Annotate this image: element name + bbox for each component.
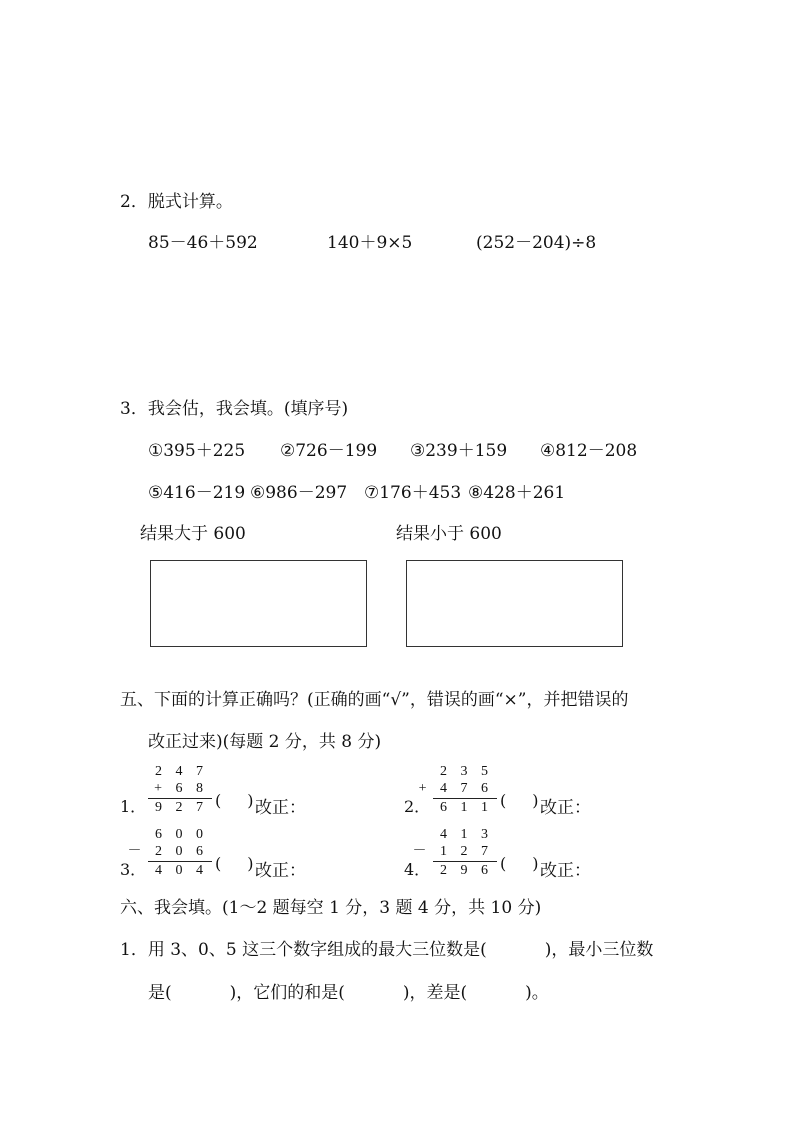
q3-option-3: ③239＋159 <box>410 441 508 461</box>
problem-4-rule <box>433 861 497 862</box>
q3-option-5: ⑤416－219 <box>148 483 246 503</box>
paren-close: ) <box>247 854 254 873</box>
section6-q1-line2-text-b: )，它们的和是( <box>229 983 345 1003</box>
problem-3-bottom: － 2 0 6 <box>127 844 208 859</box>
paren-open: ( <box>215 854 222 873</box>
problem-3-top: 6 0 0 <box>155 827 208 842</box>
problem-1-correction-label: 改正： <box>255 798 306 818</box>
problem-3-result: 4 0 4 <box>155 863 208 878</box>
problem-1-bottom: + 6 8 <box>154 781 208 796</box>
section6-q1-line2-text-a: 是( <box>148 983 172 1003</box>
paren-close: ) <box>532 854 539 873</box>
problem-4-correction-label: 改正： <box>540 861 591 881</box>
answer-box-greater[interactable] <box>150 560 367 647</box>
paren-close: ) <box>247 791 254 810</box>
problem-3-rule <box>148 861 212 862</box>
q3-option-2: ②726－199 <box>280 441 378 461</box>
problem-2-number: 2． <box>404 797 431 816</box>
problem-1-result: 9 2 7 <box>155 800 208 815</box>
q3-option-8: ⑧428＋261 <box>468 483 566 503</box>
q2-expression-2: 140＋9×5 <box>327 233 413 253</box>
answer-box-less[interactable] <box>406 560 623 647</box>
section6-q1-line2-text-c: )，差是( <box>402 983 468 1003</box>
problem-4-result: 2 9 6 <box>440 863 493 878</box>
problem-3-correction-label: 改正： <box>255 861 306 881</box>
q2-title: 2．脱式计算。 <box>120 192 233 212</box>
problem-2-answer-paren[interactable] <box>500 791 539 811</box>
problem-1-number: 1． <box>120 797 147 816</box>
problem-4-answer-paren[interactable] <box>500 854 539 874</box>
problem-1-rule <box>148 798 212 799</box>
paren-open: ( <box>500 854 507 873</box>
problem-4-top: 4 1 3 <box>440 827 493 842</box>
paren-open: ( <box>215 791 222 810</box>
section5-title-line2: 改正过来)(每题 2 分，共 8 分) <box>148 732 382 752</box>
problem-1-top: 2 4 7 <box>155 764 208 779</box>
q2-expression-1: 85－46＋592 <box>148 233 258 253</box>
q3-option-4: ④812－208 <box>540 441 638 461</box>
section6-q1-line2-text-d: )。 <box>525 983 549 1003</box>
section6-q1-line1 <box>120 939 653 961</box>
problem-2-bottom: + 4 7 6 <box>418 781 493 796</box>
problem-2-result: 6 1 1 <box>440 800 493 815</box>
problem-4-number: 4． <box>404 860 431 879</box>
problem-2-top: 2 3 5 <box>440 764 493 779</box>
section6-q1-line2 <box>148 982 549 1004</box>
q2-expression-3: (252－204)÷8 <box>476 233 597 253</box>
q3-option-7: ⑦176＋453 <box>364 483 462 503</box>
problem-2-correction-label: 改正： <box>540 798 591 818</box>
q3-box-left-label: 结果大于 600 <box>140 524 246 544</box>
q3-option-1: ①395＋225 <box>148 441 246 461</box>
problem-4-bottom: － 1 2 7 <box>412 844 493 859</box>
section6-q1-line1-text-a: 1．用 3、0、5 这三个数字组成的最大三位数是( <box>120 940 487 960</box>
q3-box-right-label: 结果小于 600 <box>396 524 502 544</box>
problem-3-answer-paren[interactable] <box>215 854 254 874</box>
q3-title: 3．我会估，我会填。(填序号) <box>120 399 349 419</box>
problem-3-number: 3． <box>120 860 147 879</box>
paren-open: ( <box>500 791 507 810</box>
problem-1-answer-paren[interactable] <box>215 791 254 811</box>
section6-title: 六、我会填。(1～2 题每空 1 分，3 题 4 分，共 10 分) <box>120 898 542 918</box>
q3-option-6: ⑥986－297 <box>250 483 348 503</box>
paren-close: ) <box>532 791 539 810</box>
section5-title-line1: 五、下面的计算正确吗？(正确的画“√”，错误的画“×”，并把错误的 <box>120 690 629 710</box>
problem-2-rule <box>433 798 497 799</box>
section6-q1-line1-text-b: )，最小三位数 <box>544 940 654 960</box>
